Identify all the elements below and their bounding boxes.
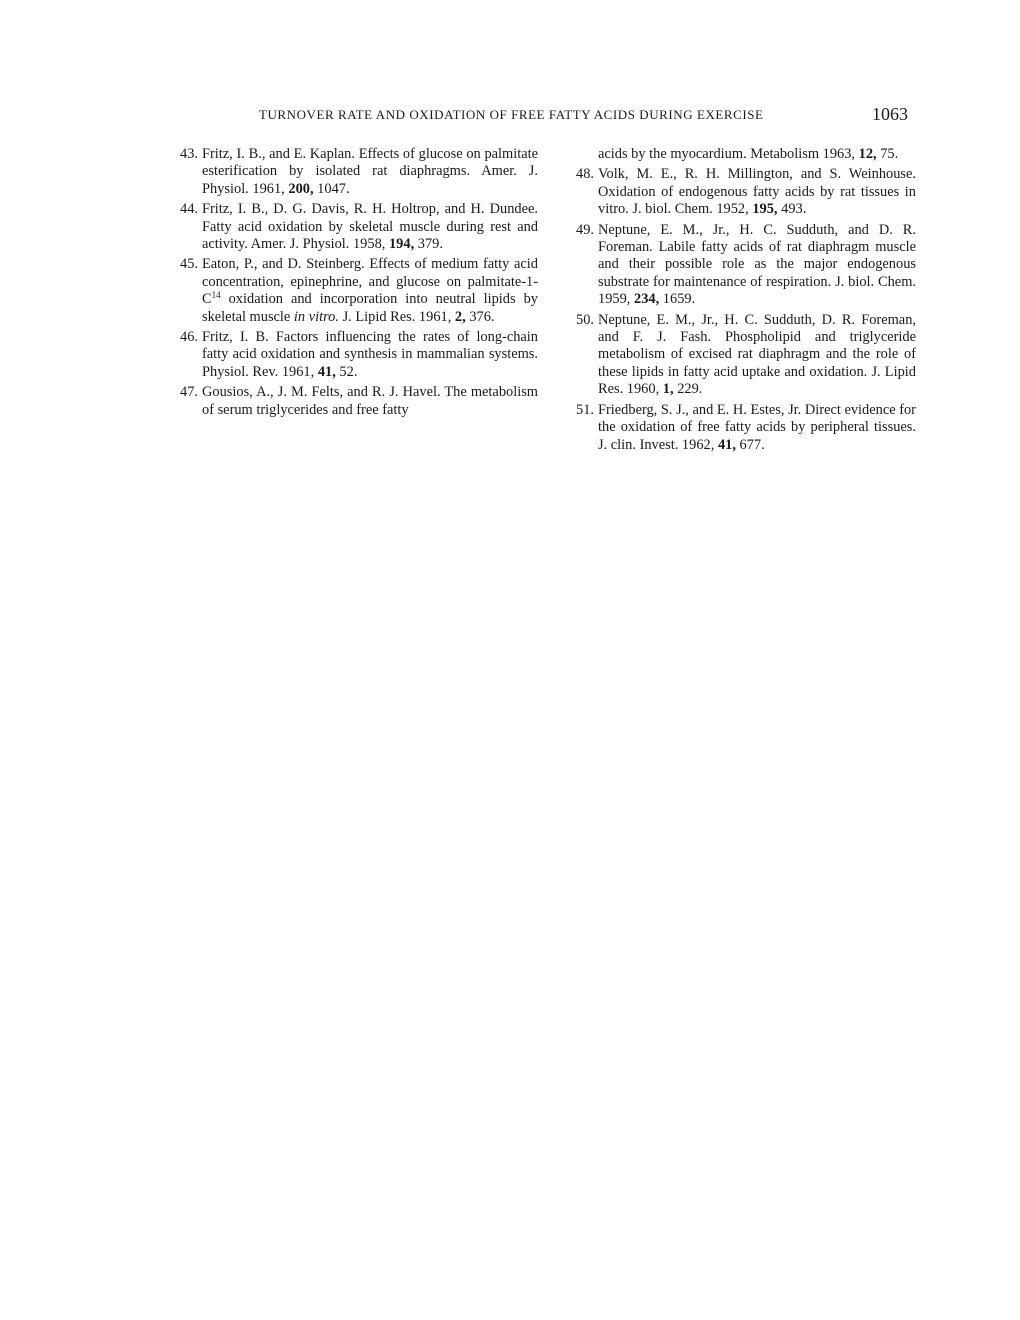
reference-title: Factors influencing the rates of long-chain fatty acid oxidation and synthesis in mammalian systems. xyxy=(202,329,538,363)
reference-number: 47. xyxy=(180,384,198,401)
reference-title: Labile fatty acids of rat diaphragm muscle and their possible role as the major endogenous substrate for maintenance of respiration. xyxy=(598,239,916,290)
reference-51 xyxy=(556,402,916,454)
reference-authors: Fritz, I. B. xyxy=(202,329,269,346)
reference-title-part: oxidation and incorporation into neutral lipids by skeletal muscle xyxy=(202,291,538,325)
reference-journal: Physiol. Rev. 1961, xyxy=(202,363,315,380)
page-number: 1063 xyxy=(872,104,908,124)
reference-journal: Amer. J. Physiol. 1961, xyxy=(202,163,538,197)
isotope-superscript: 14 xyxy=(211,290,221,301)
references-right-column xyxy=(556,146,916,457)
reference-page: 229. xyxy=(677,381,703,398)
reference-45 xyxy=(160,256,538,326)
reference-journal: Amer. J. Physiol. 1958, xyxy=(250,236,386,253)
reference-47 xyxy=(160,384,538,419)
reference-50 xyxy=(556,312,916,399)
reference-journal: J. biol. Chem. 1959, xyxy=(598,273,916,308)
reference-number: 43. xyxy=(180,146,198,162)
reference-authors: Fritz, I. B., D. G. Davis, R. H. Holtrop, and H. Dundee. xyxy=(202,201,538,218)
references-left-column xyxy=(160,146,538,422)
reference-journal: J. Lipid Res. 1960, xyxy=(598,363,916,398)
reference-page: 376. xyxy=(469,308,495,325)
reference-page: 677. xyxy=(739,436,765,453)
reference-number: 46. xyxy=(180,329,198,346)
reference-44 xyxy=(160,201,538,253)
reference-number: 50. xyxy=(576,311,594,328)
reference-number: 44. xyxy=(180,201,198,218)
reference-49 xyxy=(556,222,916,309)
reference-title: Fatty acid oxidation by skeletal muscle during rest and activity. xyxy=(202,218,538,253)
reference-title-part: Effects of medium fatty acid concentration, epinephrine, and glucose on palmitate-1-C xyxy=(202,256,538,308)
reference-title: Effects of glucose on palmitate esterification by isolated rat diaphragms. xyxy=(202,146,538,180)
reference-volume: 41, xyxy=(717,436,736,453)
reference-journal: J. Lipid Res. 1961, xyxy=(342,308,452,325)
reference-title: Oxidation of endogenous fatty acids by rat tissues in vitro. xyxy=(598,183,916,218)
reference-volume: 195, xyxy=(752,201,778,218)
reference-authors: Neptune, E. M., Jr., H. C. Sudduth, D. R. Foreman, and F. J. Fash. xyxy=(598,311,916,346)
reference-page: 1047. xyxy=(317,180,350,197)
reference-43 xyxy=(160,146,538,198)
reference-title: The metabolism of serum triglycerides and free fatty xyxy=(202,384,538,418)
reference-italic-term: in vitro. xyxy=(293,308,339,325)
reference-volume: 12, xyxy=(858,146,877,162)
reference-authors: Volk, M. E., R. H. Millington, and S. Weinhouse. xyxy=(598,166,916,183)
reference-number: 51. xyxy=(576,401,594,418)
reference-title: acids by the myocardium. xyxy=(598,146,747,162)
reference-volume: 234, xyxy=(634,291,660,308)
reference-page: 493. xyxy=(781,201,807,218)
reference-journal: J. biol. Chem. 1952, xyxy=(632,201,749,218)
reference-title: Phospholipid and triglyceride metabolism of excised rat diaphragm and the role of these lipids in fatty acid uptake and oxidation. xyxy=(598,329,916,380)
reference-title: Direct evidence for the oxidation of free fatty acids by peripheral tissues. xyxy=(598,401,916,436)
reference-number: 49. xyxy=(576,221,594,238)
reference-authors: Fritz, I. B., and E. Kaplan. xyxy=(202,146,355,162)
reference-page: 379. xyxy=(417,236,443,253)
reference-46 xyxy=(160,329,538,381)
running-head: TURNOVER RATE AND OXIDATION OF FREE FATTY ACIDS DURING EXERCISE xyxy=(259,107,764,122)
reference-authors: Gousios, A., J. M. Felts, and R. J. Havel. xyxy=(202,384,441,401)
reference-number: 45. xyxy=(180,256,198,273)
reference-journal: J. clin. Invest. 1962, xyxy=(598,436,715,453)
reference-48 xyxy=(556,166,916,218)
reference-47-continued xyxy=(556,146,916,163)
reference-page: 1659. xyxy=(662,291,696,308)
reference-volume: 41, xyxy=(317,363,336,380)
reference-page: 75. xyxy=(880,146,899,162)
reference-journal: Metabolism 1963, xyxy=(750,146,856,162)
reference-authors: Eaton, P., and D. Steinberg. xyxy=(202,256,365,273)
reference-authors: Friedberg, S. J., and E. H. Estes, Jr. xyxy=(598,401,802,418)
reference-authors: Neptune, E. M., Jr., H. C. Sudduth, and D. R. Foreman. xyxy=(598,221,916,256)
reference-volume: 1, xyxy=(662,381,674,398)
reference-volume: 194, xyxy=(388,236,415,253)
reference-volume: 2, xyxy=(454,308,466,325)
reference-page: 52. xyxy=(339,363,358,380)
reference-number: 48. xyxy=(576,166,594,183)
reference-volume: 200, xyxy=(288,180,314,197)
